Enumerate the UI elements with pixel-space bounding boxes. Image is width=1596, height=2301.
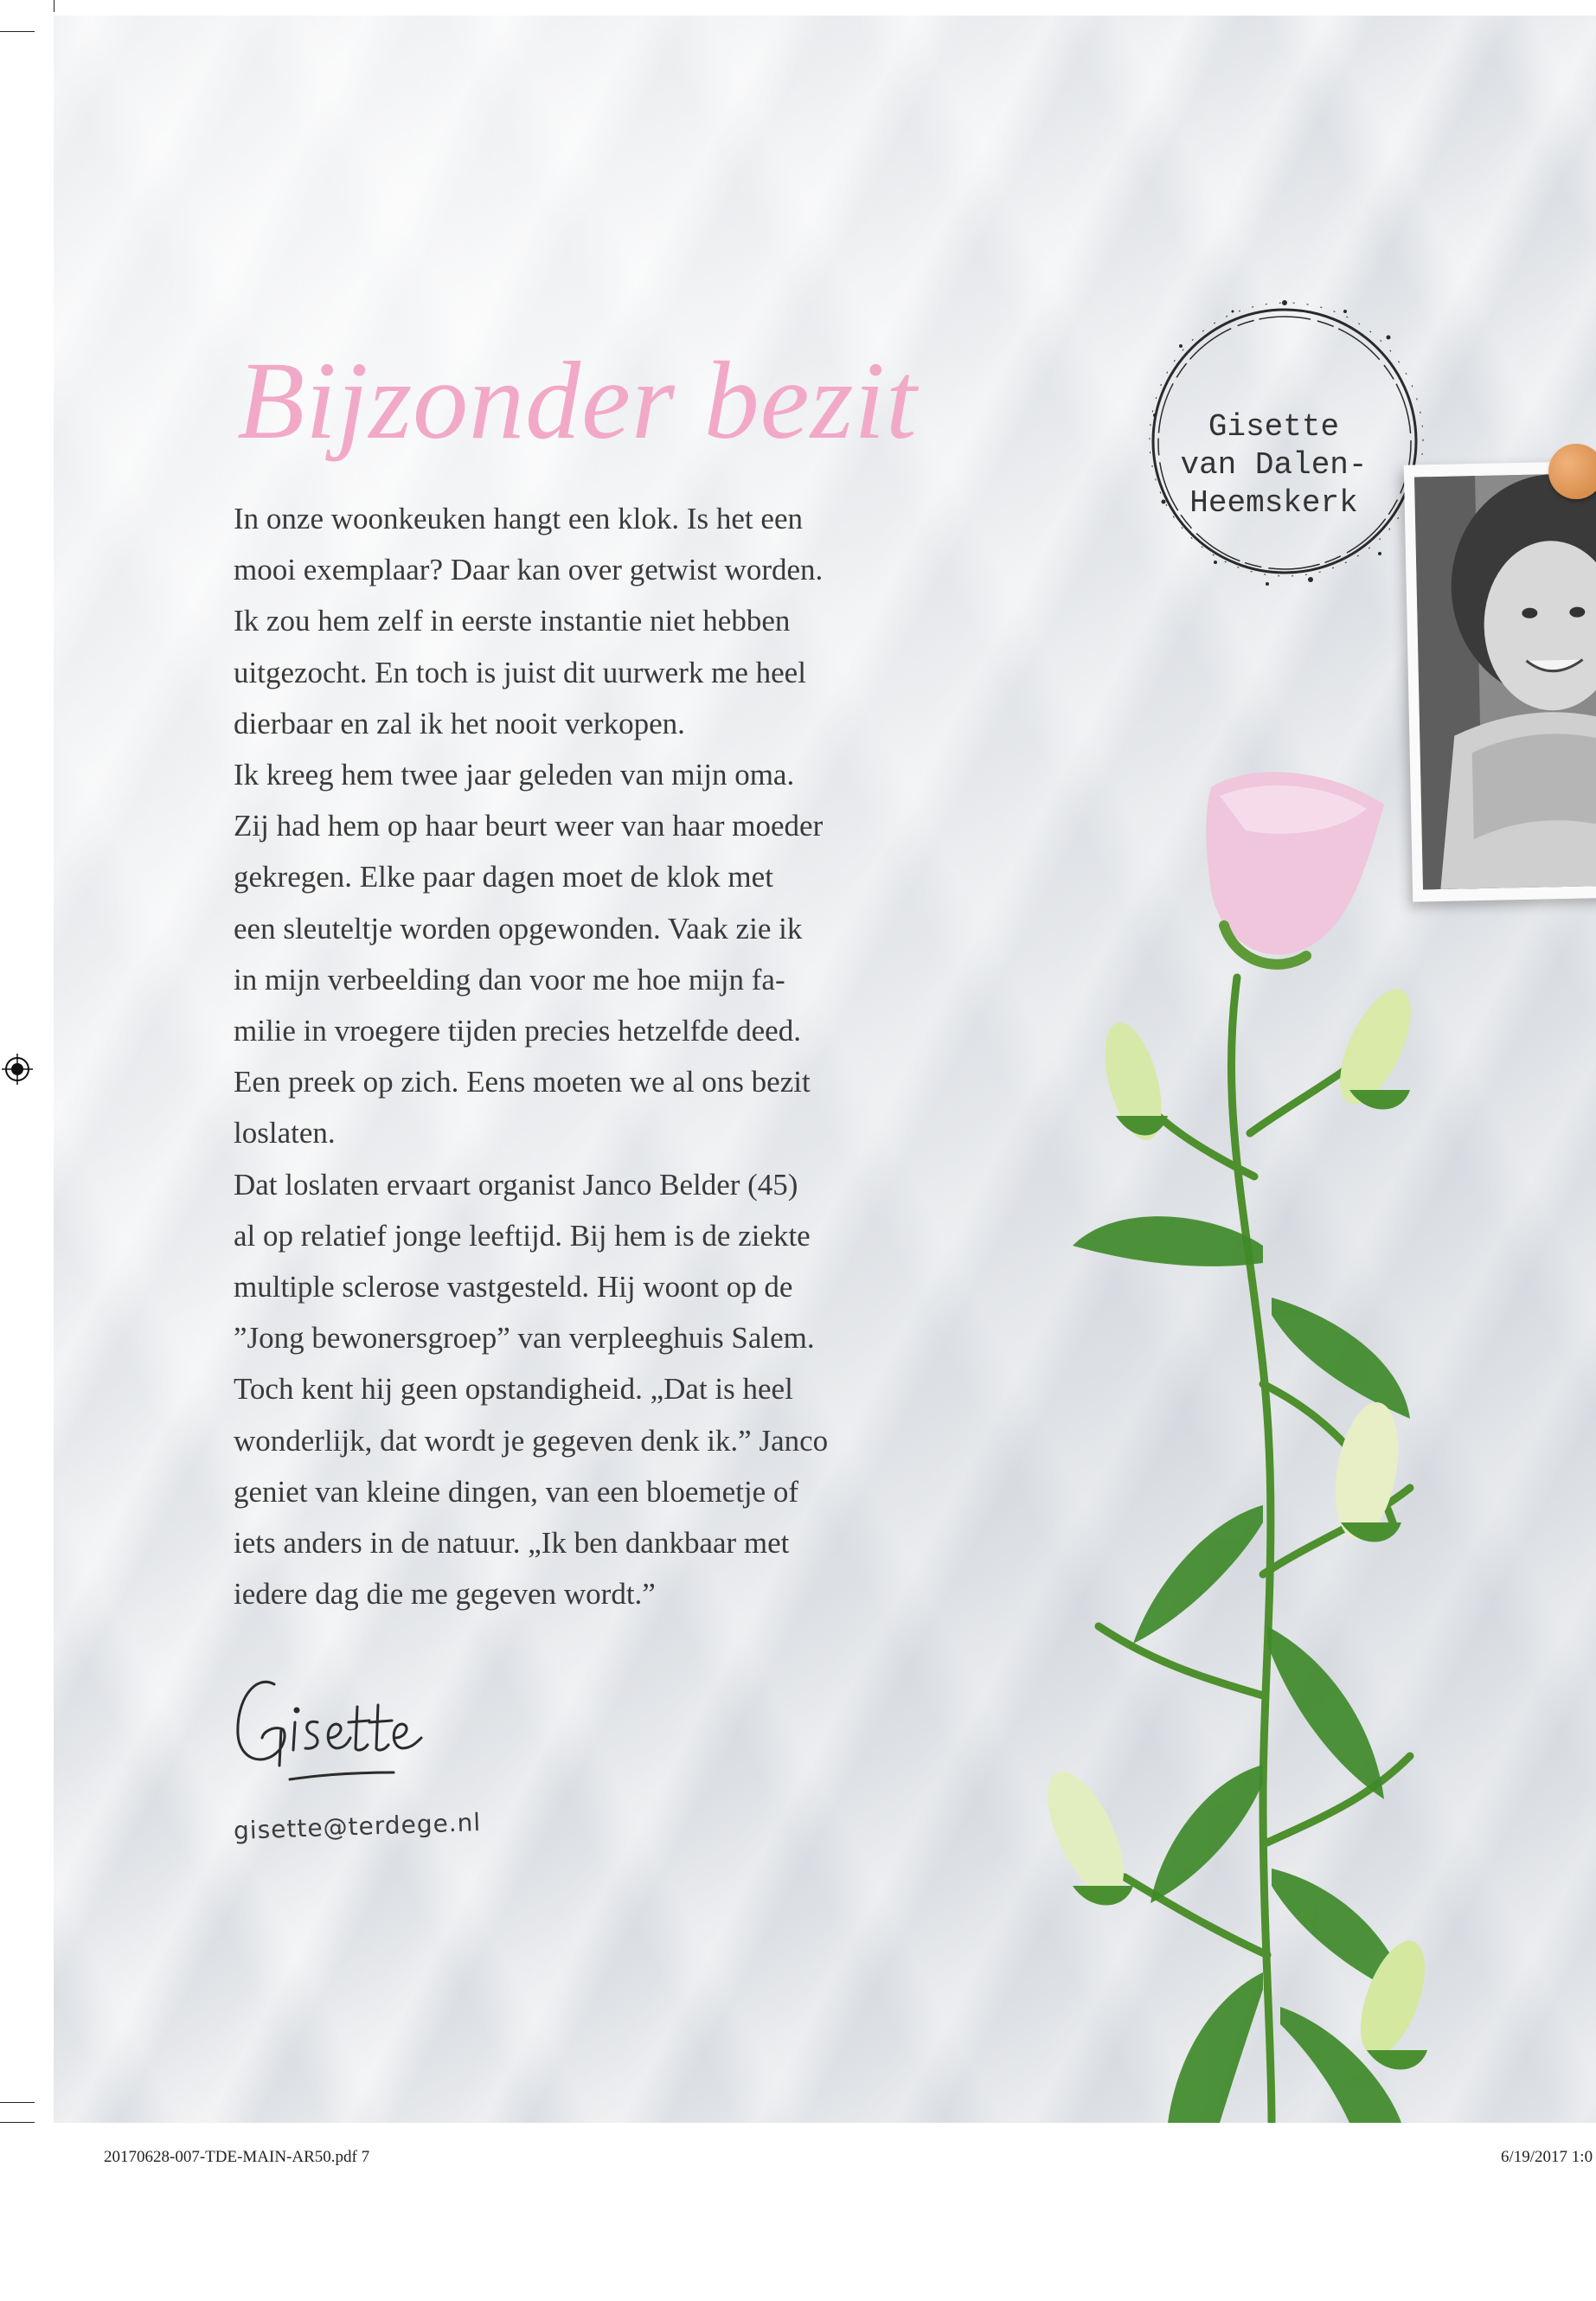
body-line: Een preek op zich. Eens moeten we al ons bezit xyxy=(234,1065,811,1099)
body-line: mooi exemplaar? Daar kan over getwist worden. xyxy=(234,553,824,587)
body-line: al op relatief jonge leeftijd. Bij hem is de ziekte xyxy=(234,1218,811,1253)
body-line: Zij had hem op haar beurt weer van haar moeder xyxy=(234,809,824,843)
author-name-line: Gisette xyxy=(1208,409,1340,445)
flower-blossom xyxy=(1206,772,1384,965)
body-line: milie in vroegere tijden precies hetzelfde deed. xyxy=(234,1014,801,1048)
body-line: ”Jong bewonersgroep” van verpleeghuis Salem. xyxy=(234,1321,815,1356)
flower-illustration xyxy=(1003,761,1596,2123)
body-line: Toch kent hij geen opstandigheid. „Dat is heel xyxy=(234,1372,793,1407)
author-email: gisette@terdege.nl xyxy=(233,1808,482,1845)
article-title: Bijzonder bezit xyxy=(237,339,918,462)
body-line: dierbaar en zal ik het nooit verkopen. xyxy=(234,706,685,740)
body-line: gekregen. Elke paar dagen moet de klok met xyxy=(234,860,773,894)
print-date: 6/19/2017 1:0 xyxy=(1501,2148,1593,2166)
body-line: iedere dag die me gegeven wordt.” xyxy=(234,1577,656,1612)
author-name-line: van Dalen- xyxy=(1180,447,1368,483)
crop-mark xyxy=(0,2102,35,2103)
registration-mark-icon xyxy=(2,1054,33,1085)
handwritten-signature xyxy=(229,1665,454,1795)
body-line: Ik zou hem zelf in eerste instantie niet hebben xyxy=(234,604,791,638)
body-line: loslaten. xyxy=(234,1116,336,1150)
body-line: Dat loslaten ervaart organist Janco Belder (45) xyxy=(234,1167,798,1202)
crop-mark xyxy=(0,31,35,32)
body-line: Ik kreeg hem twee jaar geleden van mijn oma. xyxy=(234,758,795,792)
body-line: in mijn verbeelding dan voor me hoe mijn fa- xyxy=(234,962,785,997)
body-line: geniet van kleine dingen, van een bloemetje of xyxy=(234,1474,799,1509)
body-line: uitgezocht. En toch is juist dit uurwerk me heel xyxy=(234,655,806,689)
body-line: een sleuteltje worden opgewonden. Vaak zie ik xyxy=(234,911,803,945)
body-line: multiple sclerose vastgesteld. Hij woont op de xyxy=(234,1270,793,1304)
body-line: wonderlijk, dat wordt je gegeven denk ik.” Janco xyxy=(234,1423,829,1458)
author-name xyxy=(1151,408,1397,522)
body-line: In onze woonkeuken hangt een klok. Is het een xyxy=(234,502,803,535)
article-body xyxy=(234,493,977,1619)
push-pin-icon xyxy=(1548,444,1596,499)
author-name-line: Heemskerk xyxy=(1189,485,1358,521)
print-file-name: 20170628-007-TDE-MAIN-AR50.pdf 7 xyxy=(104,2148,370,2166)
body-line: iets anders in de natuur. „Ik ben dankbaar met xyxy=(234,1526,790,1561)
